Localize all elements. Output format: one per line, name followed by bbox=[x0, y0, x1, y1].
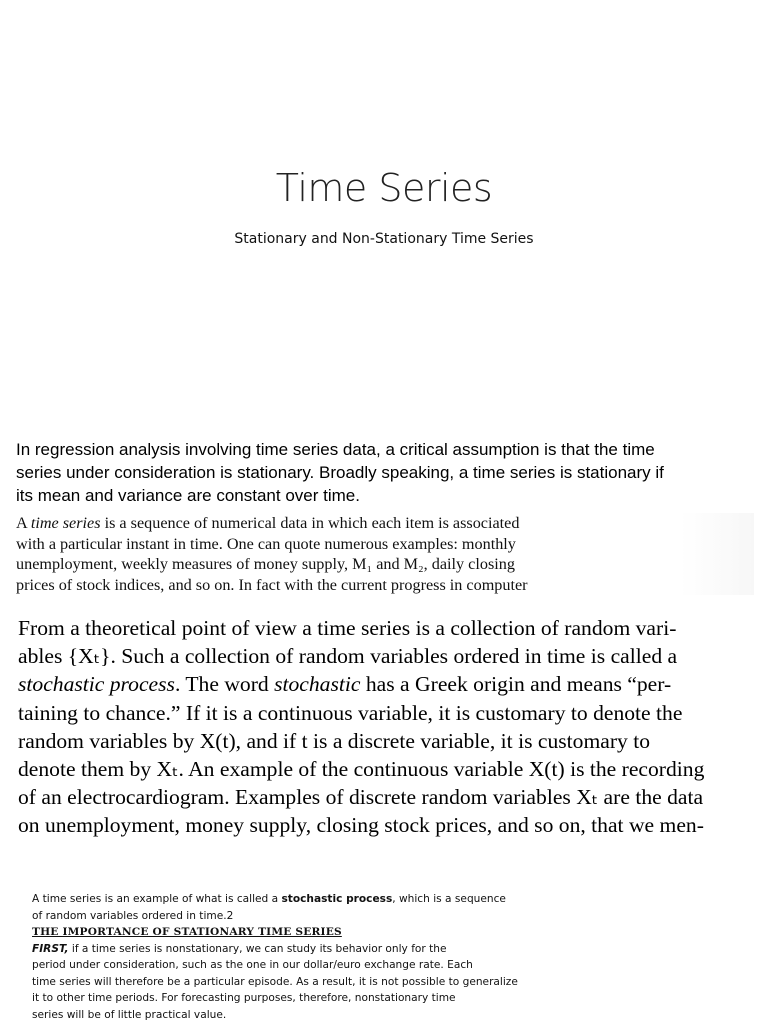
notes-block bbox=[32, 891, 592, 1023]
excerpt-line: with a particular instant in time. One can quote numerous examples: monthly bbox=[16, 534, 516, 553]
notes-line bbox=[32, 891, 592, 908]
excerpt-line: prices of stock indices, and so on. In fact with the current progress in computer bbox=[16, 575, 528, 594]
excerpt-emphasis: stochastic process bbox=[18, 672, 175, 697]
intro-line: In regression analysis involving time series data, a critical assumption is that the time bbox=[16, 440, 655, 459]
first-label: FIRST, bbox=[32, 942, 69, 955]
excerpt-text: . The word bbox=[174, 672, 275, 697]
excerpt-line bbox=[16, 513, 754, 534]
notes-line: time series will therefore be a particular episode. As a result, it is not possible to generalize bbox=[32, 975, 518, 988]
scanned-excerpt-theory bbox=[18, 614, 748, 840]
excerpt-line: on unemployment, money supply, closing stock prices, and so on, that we men- bbox=[18, 813, 704, 838]
excerpt-line: unemployment, weekly measures of money supply, M₁ and M₂, daily closing bbox=[16, 555, 515, 573]
section-heading: THE IMPORTANCE OF STATIONARY TIME SERIES bbox=[32, 926, 342, 938]
excerpt-line: taining to chance.” If it is a continuous variable, it is customary to denote the bbox=[18, 700, 683, 725]
slide-subtitle: Stationary and Non-Stationary Time Series bbox=[234, 231, 534, 247]
excerpt-line: denote them by Xₜ. An example of the continuous variable X(t) is the recording bbox=[18, 757, 705, 782]
excerpt-text: A bbox=[16, 514, 31, 532]
intro-paragraph bbox=[16, 438, 756, 507]
scanned-excerpt-definition bbox=[16, 513, 754, 595]
excerpt-line: From a theoretical point of view a time series is a collection of random vari- bbox=[18, 616, 677, 640]
excerpt-line bbox=[18, 670, 748, 698]
excerpt-emphasis: stochastic bbox=[274, 672, 361, 697]
intro-line: series under consideration is stationary. Broadly speaking, a time series is stationary if bbox=[16, 463, 664, 482]
excerpt-emphasis: time series bbox=[30, 514, 101, 532]
notes-text: A time series is an example of what is called a bbox=[32, 893, 282, 905]
notes-line: period under consideration, such as the one in our dollar/euro exchange rate. Each bbox=[32, 959, 473, 971]
notes-text: , which is a sequence bbox=[392, 893, 506, 905]
excerpt-text: has a Greek origin and means “per- bbox=[360, 672, 672, 697]
notes-bold-term: stochastic process bbox=[281, 893, 393, 905]
excerpt-line: random variables by X(t), and if t is a discrete variable, it is customary to bbox=[18, 728, 651, 753]
notes-line: of random variables ordered in time.2 bbox=[32, 909, 234, 922]
notes-line: series will be of little practical value. bbox=[32, 1008, 227, 1021]
slide-title: Time Series bbox=[275, 166, 493, 210]
excerpt-text: is a sequence of numerical data in which each item is associated bbox=[100, 514, 520, 532]
excerpt-line: of an electrocardiogram. Examples of discrete random variables Xₜ are the data bbox=[18, 785, 704, 810]
excerpt-line: ables {Xₜ}. Such a collection of random variables ordered in time is called a bbox=[18, 644, 678, 669]
intro-line: its mean and variance are constant over time. bbox=[16, 486, 360, 505]
notes-line bbox=[32, 941, 592, 958]
notes-text: if a time series is nonstationary, we can study its behavior only for the bbox=[68, 942, 447, 955]
notes-line: it to other time periods. For forecasting purposes, therefore, nonstationary time bbox=[32, 992, 456, 1004]
